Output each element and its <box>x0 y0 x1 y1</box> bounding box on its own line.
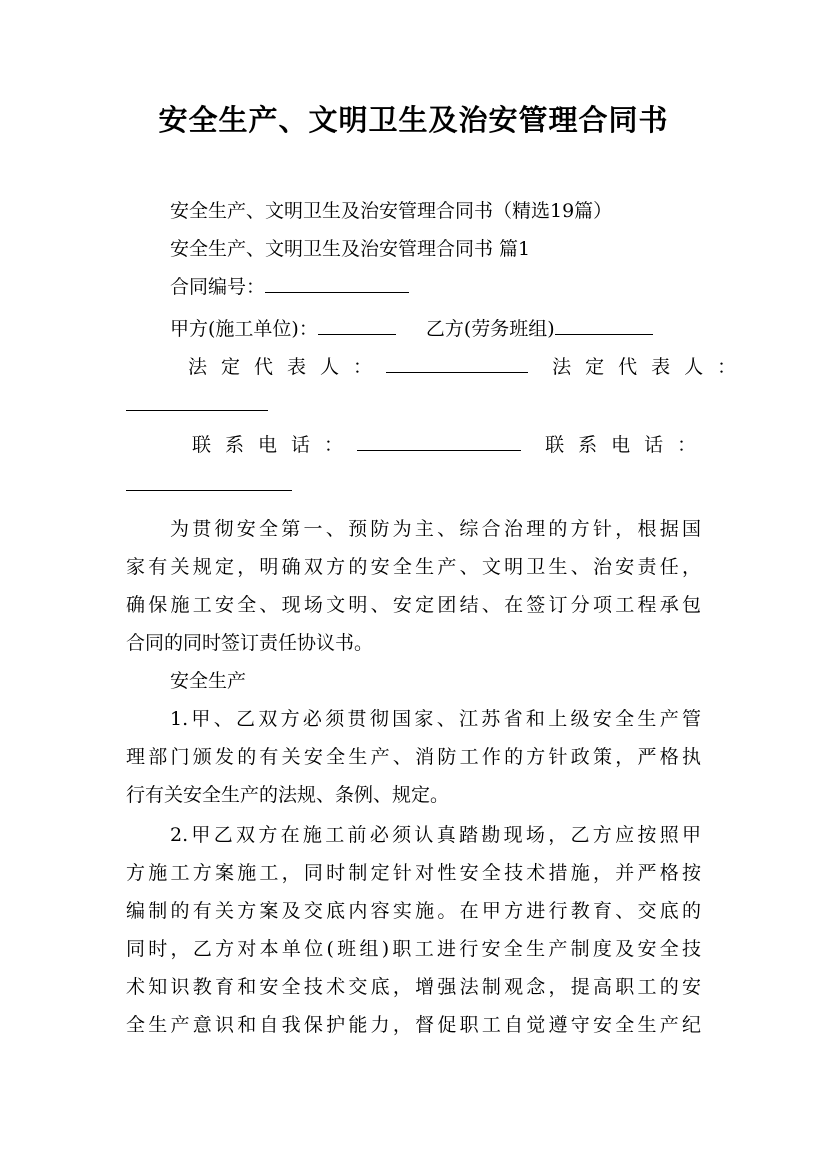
phone-continuation <box>126 466 701 504</box>
paragraph-line: 方施工方案施工，同时制定针对性安全技术措施，并严格按 <box>126 862 701 884</box>
party-b-phone-blank <box>126 472 292 491</box>
paragraph-line: 确保施工安全、现场文明、安定团结、在签订分项工程承包 <box>126 594 701 616</box>
paragraph-line: 编制的有关方案及交底内容实施。在甲方进行教育、交底的 <box>126 900 701 922</box>
contract-number-row <box>170 268 701 306</box>
paragraph-line: 理部门颁发的有关安全生产、消防工作的方针政策，严格执 <box>126 746 701 768</box>
party-b-blank <box>555 316 653 335</box>
party-b-phone-label: 联系电话： <box>545 434 711 456</box>
party-a-rep-label: 法定代表人： <box>188 356 387 378</box>
contract-number-label: 合同编号： <box>170 276 266 298</box>
contract-number-blank <box>265 274 409 293</box>
phone-row <box>192 426 711 464</box>
party-b-rep-blank <box>126 392 268 411</box>
subtitle-line: 安全生产、文明卫生及治安管理合同书（精选19篇） <box>170 200 613 222</box>
party-a-label: 甲方(施工单位)： <box>170 318 318 340</box>
paragraph-line: 同时，乙方对本单位(班组)职工进行安全生产制度及安全技 <box>126 938 701 960</box>
legal-rep-continuation <box>126 386 701 424</box>
party-a-phone-blank <box>357 432 521 451</box>
party-a-rep-blank <box>386 354 528 373</box>
party-b-rep-label: 法定代表人： <box>552 356 751 378</box>
party-b-label: 乙方(劳务班组) <box>425 318 555 340</box>
paragraph-line: 2.甲乙双方在施工前必须认真踏勘现场，乙方应按照甲 <box>170 824 701 846</box>
paragraph-line: 1.甲、乙双方必须贯彻国家、江苏省和上级安全生产管 <box>170 708 701 730</box>
party-a-blank <box>318 316 396 335</box>
paragraph-line: 家有关规定，明确双方的安全生产、文明卫生、治安责任， <box>126 556 701 578</box>
paragraph-line: 术知识教育和安全技术交底，增强法制观念，提高职工的安 <box>126 976 701 998</box>
paragraph-line: 合同的同时签订责任协议书。 <box>126 632 374 654</box>
party-a-phone-label: 联系电话： <box>192 434 358 456</box>
section-title-safety: 安全生产 <box>170 670 247 692</box>
parties-row <box>170 310 701 348</box>
legal-rep-row <box>188 348 751 386</box>
paragraph-line: 全生产意识和自我保护能力，督促职工自觉遵守安全生产纪 <box>126 1014 701 1036</box>
paragraph-line: 为贯彻安全第一、预防为主、综合治理的方针，根据国 <box>170 518 701 540</box>
paragraph-line: 行有关安全生产的法规、条例、规定。 <box>126 784 450 806</box>
document-title: 安全生产、文明卫生及治安管理合同书 <box>158 103 669 137</box>
section-heading: 安全生产、文明卫生及治安管理合同书 篇1 <box>170 238 531 260</box>
